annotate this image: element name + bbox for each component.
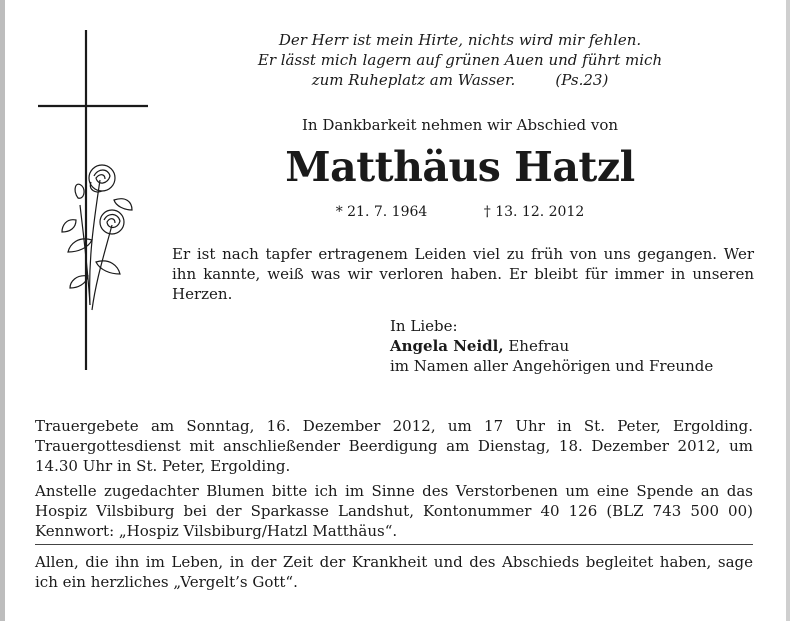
intro-text: In Dankbarkeit nehmen wir Abschied von <box>301 116 619 134</box>
donation-text: Anstelle zugedachter Blumen bitte ich im Sinne des Verstorbenen um eine Spende an das Hospiz Vilsbiburg bei der Sparkasse Landshut, Kontonummer 40 126 (BLZ 743 500 00) Kennwort: „Hospiz Vilsbiburg/Hatzl Matthäus“. <box>35 482 753 540</box>
signatory-name: Angela Neidl, <box>390 337 504 355</box>
psalm-line-2: Er lässt mich lagern auf grünen Auen und führt mich <box>257 51 663 69</box>
psalm-reference: (Ps.23) <box>555 71 609 89</box>
psalm-quote <box>200 30 720 90</box>
left-border <box>0 0 5 621</box>
main-text: Er ist nach tapfer ertragenem Leiden viel zu früh von uns gegangen. Wer ihn kannte, weiß was wir verloren haben. Er bleibt für immer in unseren Herzen. <box>172 245 754 303</box>
signatory-others: im Namen aller Angehörigen und Freunde <box>390 357 714 375</box>
regards-label: In Liebe: <box>390 317 458 335</box>
regards-block <box>390 316 760 376</box>
thanks-text: Allen, die ihn im Leben, in der Zeit der Krankheit und des Abschieds begleitet haben, sage ich ein herzliches „Vergelt’s Gott“. <box>35 553 753 591</box>
cross-with-roses-icon <box>30 30 160 370</box>
deceased-name: Matthäus Hatzl <box>285 143 635 191</box>
services-text: Trauergebete am Sonntag, 16. Dezember 2012, um 17 Uhr in St. Peter, Ergolding. Trauergottesdienst mit anschließender Beerdigung am Dienstag, 18. Dezember 2012, um 14.30 Uhr in St. Peter, Ergolding. <box>35 417 753 475</box>
right-border <box>786 0 790 621</box>
psalm-line-3: zum Ruheplatz am Wasser. <box>311 71 516 89</box>
divider <box>35 544 753 545</box>
life-dates <box>200 204 720 220</box>
death-date: † 13. 12. 2012 <box>483 204 585 220</box>
psalm-line-1: Der Herr ist mein Hirte, nichts wird mir fehlen. <box>278 31 642 49</box>
signatory-relation: Ehefrau <box>508 337 570 355</box>
birth-date: * 21. 7. 1964 <box>335 204 428 220</box>
